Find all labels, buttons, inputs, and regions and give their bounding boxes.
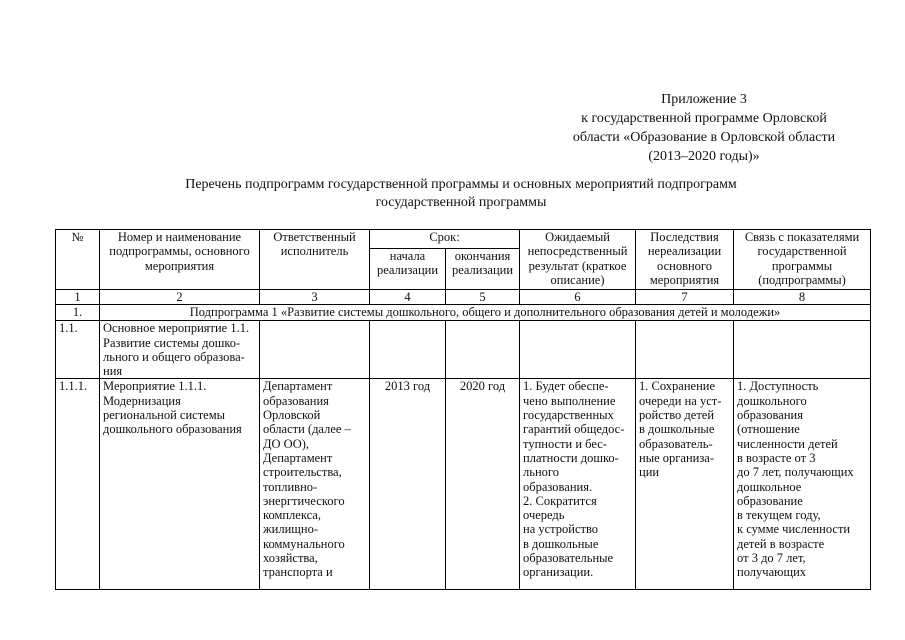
responsible-line: Орловской — [263, 408, 321, 423]
column-number: 8 — [734, 290, 871, 305]
column-number: 6 — [520, 290, 636, 305]
link-line: от 3 до 7 лет, — [737, 551, 806, 566]
result-line: тупности и бес- — [523, 436, 607, 451]
document-title — [40, 176, 882, 212]
title-line: Перечень подпрограмм государственной программы и основных мероприятий подпрограмм — [185, 177, 737, 192]
responsible-line: комплекса, — [263, 508, 321, 523]
responsible-line: жилищно- — [263, 522, 318, 537]
result-line: образовательные — [523, 551, 614, 566]
result-line: платности дошко- — [523, 450, 619, 465]
row-end — [446, 321, 520, 379]
row-name-line: льного и общего образова- — [103, 349, 245, 364]
result-line: 1. Будет обеспе- — [523, 379, 609, 394]
table-row — [56, 379, 871, 590]
row-end: 2020 год — [446, 379, 520, 590]
result-line: на устройство — [523, 522, 599, 537]
subprogram-num: 1. — [56, 305, 100, 321]
responsible-line: энергтического — [263, 493, 345, 508]
row-num: 1.1.1. — [56, 379, 100, 590]
row-link — [734, 321, 871, 379]
appendix-line: к государственной программе Орловской — [581, 111, 827, 126]
column-number: 2 — [100, 290, 260, 305]
link-line: детей в возрасте — [737, 536, 825, 551]
link-line: до 7 лет, получающих — [737, 465, 854, 480]
header-responsible: Ответственный исполнитель — [260, 230, 370, 290]
header-start: начала реализации — [370, 249, 446, 290]
link-line: в текущем году, — [737, 508, 821, 523]
row-consequences — [636, 321, 734, 379]
result-line: чено выполнение — [523, 393, 616, 408]
column-number: 1 — [56, 290, 100, 305]
result-line: образования. — [523, 479, 593, 494]
table-row — [56, 321, 871, 379]
responsible-line: Департамент — [263, 450, 333, 465]
responsible-line: хозяйства, — [263, 551, 318, 566]
header-term: Срок: — [370, 230, 520, 249]
row-responsible — [260, 379, 370, 590]
responsible-line: строительства, — [263, 465, 342, 480]
consequences-line: образователь- — [639, 436, 713, 451]
header-num: № — [56, 230, 100, 290]
result-line: гарантий общедос- — [523, 422, 625, 437]
consequences-line: очереди на уст- — [639, 393, 722, 408]
link-line: численности детей — [737, 436, 838, 451]
row-name-line: Основное мероприятие 1.1. — [103, 321, 250, 336]
responsible-line: транспорта и — [263, 565, 333, 580]
row-name-line: ния — [103, 364, 123, 379]
header-result: Ожидаемый непосредственный результат (краткое описание) — [520, 230, 636, 290]
responsible-line: топливно- — [263, 479, 318, 494]
appendix-line: области «Образование в Орловской области — [572, 130, 836, 145]
row-start — [370, 321, 446, 379]
row-result — [520, 379, 636, 590]
row-responsible — [260, 321, 370, 379]
result-line: в дошкольные — [523, 536, 599, 551]
column-number: 4 — [370, 290, 446, 305]
link-line: 1. Доступность — [737, 379, 819, 394]
subprograms-table — [55, 229, 871, 590]
title-line: государственной программы — [375, 195, 547, 210]
column-number: 3 — [260, 290, 370, 305]
row-result — [520, 321, 636, 379]
appendix-line: Приложение 3 — [661, 92, 747, 107]
column-number: 7 — [636, 290, 734, 305]
result-line: организации. — [523, 565, 594, 580]
result-line: 2. Сократится — [523, 493, 597, 508]
responsible-line: области (далее – — [263, 422, 351, 437]
row-name-line: Развитие системы дошко- — [103, 335, 241, 350]
result-line: очередь — [523, 508, 565, 523]
row-name-line: Мероприятие 1.1.1. — [103, 379, 207, 394]
header-link: Связь с показателями государственной программы (подпрограммы) — [734, 230, 871, 290]
row-link — [734, 379, 871, 590]
consequences-line: 1. Сохранение — [639, 379, 716, 394]
result-line: льного — [523, 465, 559, 480]
row-name-line: Модернизация — [103, 393, 181, 408]
appendix-note — [545, 90, 863, 166]
link-line: в возрасте от 3 — [737, 450, 816, 465]
row-name-line: региональной системы — [103, 408, 226, 423]
row-name — [100, 379, 260, 590]
row-name — [100, 321, 260, 379]
header-consequences: Последствия нереализации основного мероприятия — [636, 230, 734, 290]
consequences-line: ные организа- — [639, 450, 714, 465]
result-line: государственных — [523, 408, 614, 423]
link-line: дошкольного — [737, 393, 807, 408]
header-end: окончания реализации — [446, 249, 520, 290]
link-line: получающих — [737, 565, 807, 580]
responsible-line: Департамент — [263, 379, 333, 394]
consequences-line: ции — [639, 465, 660, 480]
row-num: 1.1. — [56, 321, 100, 379]
responsible-line: образования — [263, 393, 329, 408]
subprogram-title: Подпрограмма 1 «Развитие системы дошкольного, общего и дополнительного образования детей и молодежи» — [100, 305, 871, 321]
link-line: образования — [737, 408, 803, 423]
row-name-line: дошкольного образования — [103, 422, 242, 437]
consequences-line: ройство детей — [639, 408, 715, 423]
appendix-line: (2013–2020 годы)» — [648, 149, 760, 164]
consequences-line: в дошкольные — [639, 422, 715, 437]
responsible-line: коммунального — [263, 536, 345, 551]
link-line: к сумме численности — [737, 522, 851, 537]
column-number: 5 — [446, 290, 520, 305]
row-consequences — [636, 379, 734, 590]
link-line: дошкольное — [737, 479, 802, 494]
row-start: 2013 год — [370, 379, 446, 590]
header-name: Номер и наименование подпрограммы, основного мероприятия — [100, 230, 260, 290]
responsible-line: ДО ОО), — [263, 436, 310, 451]
link-line: (отношение — [737, 422, 800, 437]
link-line: образование — [737, 493, 803, 508]
